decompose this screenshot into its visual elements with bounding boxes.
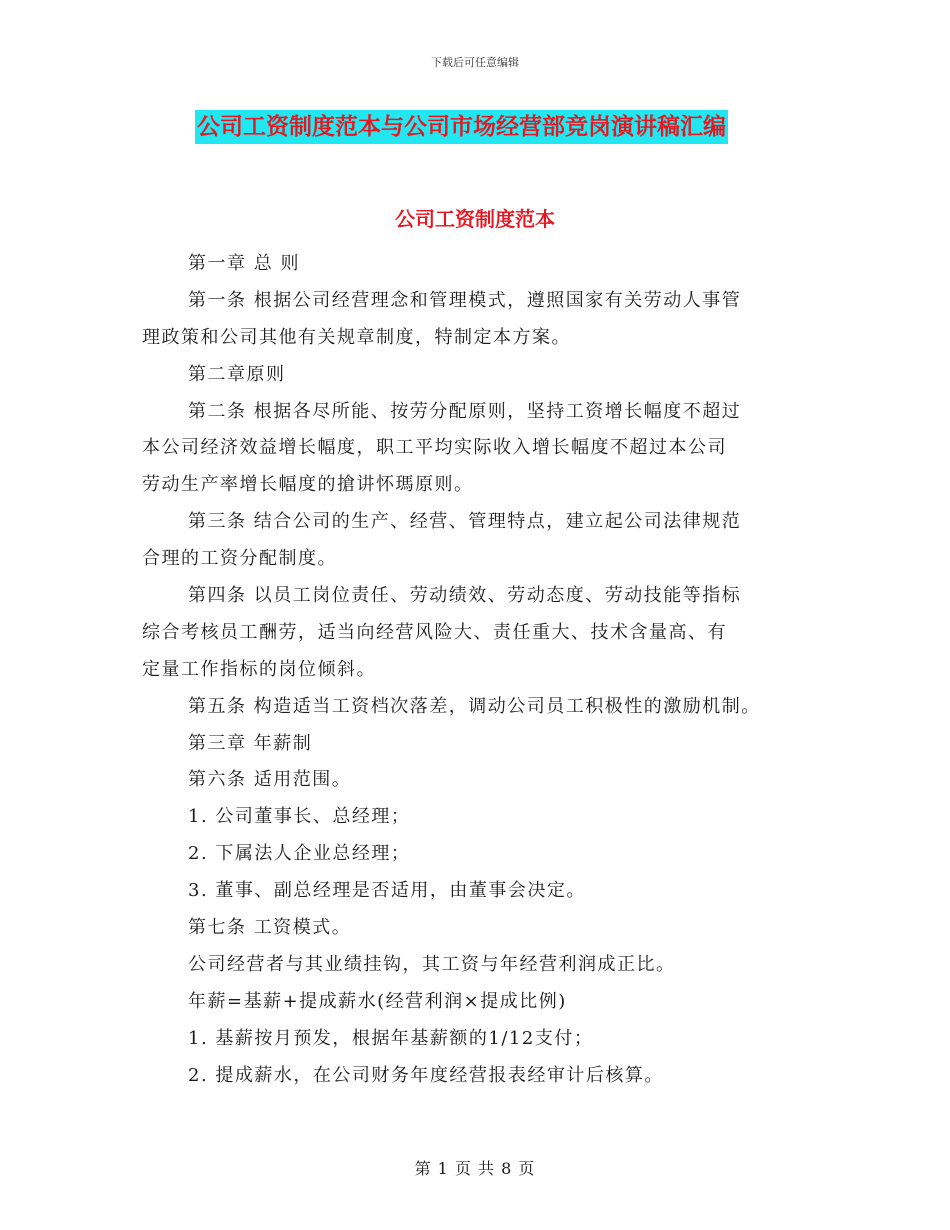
list-item: 3. 董事、副总经理是否适用，由董事会决定。 <box>188 880 586 902</box>
list-item: 2. 下属法人企业总经理； <box>188 843 411 865</box>
paragraph-line: 综合考核员工酬劳，适当向经营风险大、责任重大、技术含量高、有 <box>142 621 727 643</box>
chapter-heading: 第三章 年薪制 <box>188 732 313 754</box>
list-item: 2. 提成薪水，在公司财务年度经营报表经审计后核算。 <box>188 1064 664 1086</box>
page-number-footer: 第 1 页 共 8 页 <box>414 1159 536 1178</box>
paragraph-line: 劳动生产率增长幅度的搶讲怀瑪原则。 <box>142 474 474 496</box>
paragraph-line: 第五条 构造适当工资档次落差，调动公司员工积极性的激励机制。 <box>188 695 761 717</box>
formula-line: 年薪=基薪+提成薪水(经营利润×提成比例) <box>188 990 567 1012</box>
chapter-heading: 第一章 总 则 <box>188 253 300 274</box>
paragraph-line: 本公司经济效益增长幅度，职工平均实际收入增长幅度不超过本公司 <box>142 437 727 459</box>
body-text <box>142 246 822 1094</box>
paragraph-line: 合理的工资分配制度。 <box>142 548 337 570</box>
paragraph-line: 第三条 结合公司的生产、经营、管理特点，建立起公司法律规范 <box>188 511 742 533</box>
list-item: 1. 公司董事长、总经理； <box>188 806 411 828</box>
document-title: 公司工资制度范本与公司市场经营部竞岗演讲稿汇编 <box>195 110 728 144</box>
paragraph-line: 第二条 根据各尽所能、按劳分配原则，坚持工资增长幅度不超过 <box>188 400 742 422</box>
chapter-heading: 第二章原则 <box>188 363 286 385</box>
paragraph-line: 第一条 根据公司经营理念和管理模式，遵照国家有关劳动人事管 <box>188 289 742 311</box>
paragraph-line: 第六条 适用范围。 <box>188 769 352 791</box>
header-note: 下载后可任意编辑 <box>431 56 519 69</box>
paragraph-line: 公司经营者与其业绩挂钩，其工资与年经营利润成正比。 <box>188 953 676 975</box>
section-title: 公司工资制度范本 <box>395 207 555 231</box>
paragraph-line: 第七条 工资模式。 <box>188 917 352 939</box>
paragraph-line: 定量工作指标的岗位倾斜。 <box>142 658 376 680</box>
paragraph-line: 理政策和公司其他有关规章制度，特制定本方案。 <box>142 326 571 348</box>
paragraph-line: 第四条 以员工岗位责任、劳动绩效、劳动态度、劳动技能等指标 <box>188 585 742 607</box>
list-item: 1. 基薪按月预发，根据年基薪额的1/12支付； <box>188 1027 594 1049</box>
